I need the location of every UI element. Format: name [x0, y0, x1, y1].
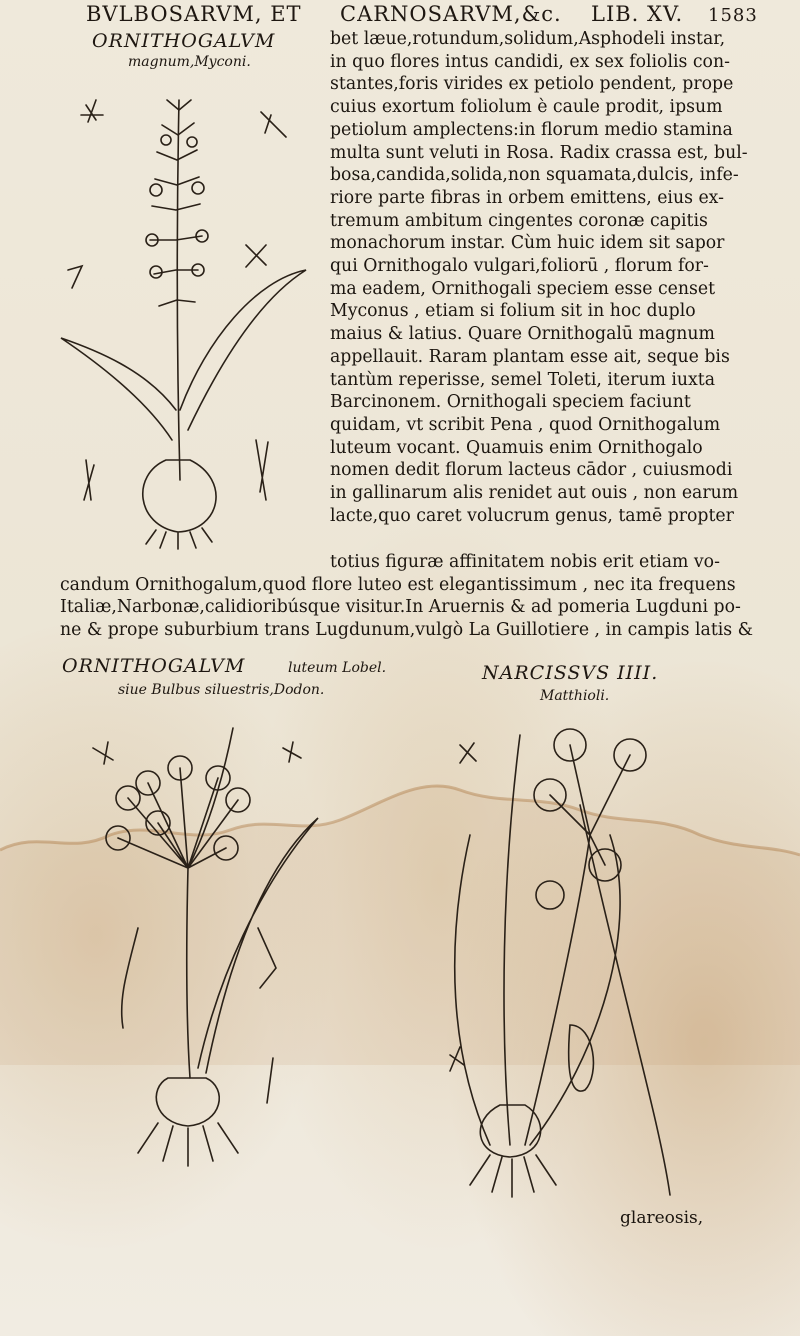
seed-pod: [569, 1025, 594, 1091]
text-line: maius & latius. Quare Ornithogalū magnum: [330, 324, 715, 345]
text-line: luteum vocant. Quamuis enim Ornithogalo: [330, 437, 703, 458]
text-line: qui Ornithogalo vulgari,foliorū , florum for-: [330, 256, 709, 277]
running-header: [86, 2, 786, 26]
header-book: LIB. XV.: [591, 2, 684, 26]
text-line: Barcinonem. Ornithogali speciem faciunt: [330, 392, 691, 413]
loose-flower: [261, 112, 286, 137]
text-line: tantùm reperisse, semel Toleti, iterum iuxta: [330, 369, 715, 390]
ornithogalum-luteum-illustration: [88, 728, 348, 1168]
text-line: stantes,foris virides ex petiolo pendent, prope: [330, 74, 734, 95]
text-line: in gallinarum alis renidet aut ouis , non earum: [330, 483, 739, 504]
figure1-title: ORNITHOGALVM: [92, 30, 276, 52]
text-line: in quo flores intus candidi, ex sex foliolis con-: [330, 51, 730, 72]
bulb: [156, 1078, 219, 1126]
leaf: [580, 805, 670, 1195]
text-line: ne & prope suburbium trans Lugdunum,vulgò La Guillotiere , in campis latis &: [60, 620, 754, 641]
ornithogalum-magnum-illustration: [56, 80, 316, 550]
bulb: [480, 1105, 540, 1157]
loose-flower: [283, 742, 301, 762]
body-text-wide: [60, 551, 754, 642]
text-line: lacte,quo caret volucrum genus, tamē propter: [330, 505, 734, 526]
text-line: totius figuræ affinitatem nobis erit etiam vo-: [330, 552, 720, 572]
text-line: multa sunt veluti in Rosa. Radix crassa est, bul-: [330, 142, 748, 163]
text-line: candum Ornithogalum,quod flore luteo est elegantissimum , nec ita frequens: [60, 574, 736, 595]
flower-cluster: [106, 756, 250, 868]
figure2-subtitle: siue Bulbus siluestris,Dodon.: [118, 682, 325, 698]
leaf: [504, 735, 520, 1145]
loose-flower: [68, 266, 82, 288]
header-left: BVLBOSARVM, ET: [86, 2, 302, 26]
text-line: Italiæ,Narbonæ,calidioribúsque visitur.In Aruernis & ad pomeria Lugduni po-: [60, 597, 741, 618]
leaf: [180, 270, 306, 430]
text-line: ma eadem, Ornithogali speciem esse censet: [330, 278, 716, 299]
text-line: quidam, vt scribit Pena , quod Ornithogalum: [330, 414, 721, 435]
loose-flower: [81, 100, 103, 122]
loose-flower: [122, 928, 138, 1028]
narcissus-illustration: [430, 725, 710, 1205]
text-line: cuius exortum foliolum è caule prodit, ipsum: [330, 97, 723, 118]
loose-flower: [258, 928, 276, 988]
leaf: [61, 338, 176, 440]
text-line: appellauit. Raram plantam esse ait, seque bis: [330, 346, 730, 367]
loose-flower: [460, 743, 476, 763]
loose-flower: [246, 245, 266, 267]
loose-flower: [267, 1058, 273, 1103]
text-line: tremum ambitum cingentes coronæ capitis: [330, 210, 708, 231]
body-text: [330, 28, 748, 527]
text-line: petiolum amplectens:in florum medio stamina: [330, 119, 733, 140]
loose-flower: [84, 460, 94, 500]
text-line: bosa,candida,solida,non squamata,dulcis, infe-: [330, 165, 739, 186]
page-number: 1583: [708, 5, 758, 26]
leaf: [198, 818, 318, 1073]
text-line: monachorum instar. Cùm huic idem sit sapor: [330, 233, 725, 254]
text-line: Myconus , etiam si folium sit in hoc duplo: [330, 301, 696, 322]
figure3-title: NARCISSVS IIII.: [482, 662, 659, 684]
text-line: riore parte fibras in orbem emittens, eius ex-: [330, 187, 724, 208]
leaf: [455, 835, 490, 1145]
catchword: glareosis,: [620, 1208, 704, 1228]
loose-flower: [256, 440, 268, 500]
text-line: bet læue,rotundum,solidum,Asphodeli instar,: [330, 29, 726, 49]
figure2-title: ORNITHOGALVM: [62, 655, 246, 677]
stem: [525, 835, 590, 1145]
header-center: CARNOSARVM,&c.: [340, 2, 562, 26]
figure2-title-note: luteum Lobel.: [288, 660, 387, 676]
figure1-subtitle: magnum,Myconi.: [128, 54, 251, 70]
text-line: nomen dedit florum lacteus cādor , cuiusmodi: [330, 460, 733, 481]
flower-cluster: [534, 729, 646, 909]
figure3-subtitle: Matthioli.: [540, 688, 610, 704]
loose-flower: [93, 742, 113, 764]
